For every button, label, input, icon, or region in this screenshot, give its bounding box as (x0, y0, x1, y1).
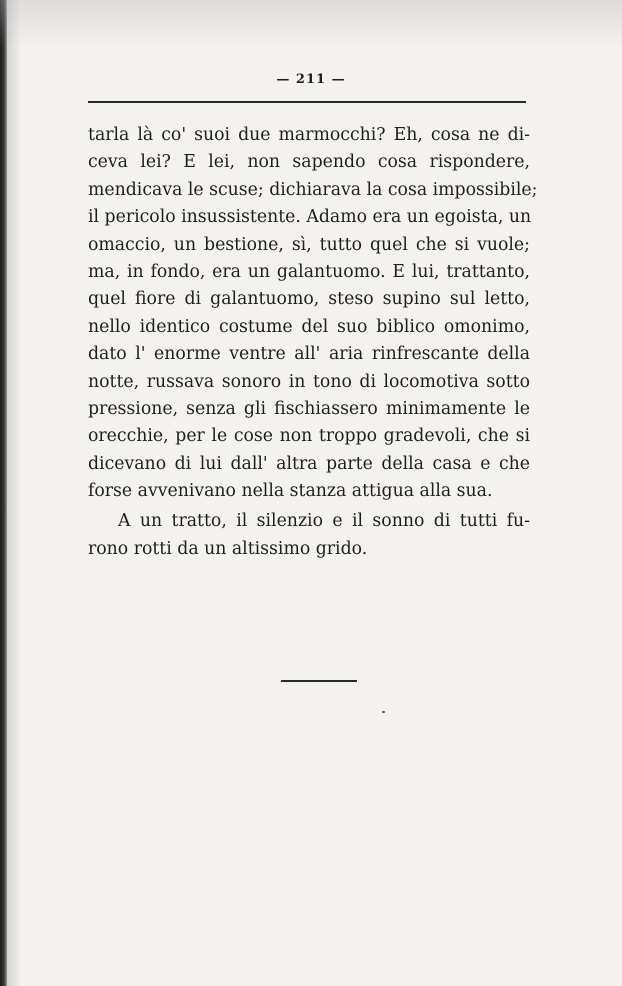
text-line: dicevano di lui dall' altra parte della casa e che (88, 453, 530, 474)
page-number: — 211 — (276, 72, 346, 87)
text-line: mendicava le scuse; dichiarava la cosa impossibile; (88, 179, 538, 200)
text-line: il pericolo insussistente. Adamo era un egoista, un (88, 207, 532, 228)
book-spine-edge (0, 0, 7, 986)
gutter-shadow (7, 0, 21, 986)
text-line: A un tratto, il silenzio e il sonno di tutti fu- (118, 511, 530, 532)
text-line: nello identico costume del suo biblico omonimo, (88, 316, 530, 337)
body-text (88, 122, 538, 563)
paragraph (88, 508, 530, 563)
chapter-end-rule (281, 680, 357, 682)
text-line: tarla là co' suoi due marmocchi? Eh, cosa ne di- (88, 125, 530, 145)
text-line: pressione, senza gli fischiassero minimamente le (88, 398, 530, 419)
text-line: orecchie, per le cose non troppo gradevoli, che si (88, 426, 530, 447)
paragraph (88, 122, 538, 505)
header-rule (88, 101, 526, 103)
text-line: ceva lei? E lei, non sapendo cosa rispondere, (88, 152, 530, 173)
text-line: notte, russava sonoro in tono di locomotiva sotto (88, 371, 530, 392)
text-line: forse avvenivano nella stanza attigua alla sua. (88, 481, 493, 502)
scan-speck (382, 711, 385, 713)
text-line: rono rotti da un altissimo grido. (88, 538, 368, 559)
scan-top-noise (0, 0, 622, 48)
text-line: ma, in fondo, era un galantuomo. E lui, trattanto, (88, 261, 530, 282)
text-line: quel fiore di galantuomo, steso supino sul letto, (88, 289, 530, 310)
text-line: omaccio, un bestione, sì, tutto quel che si vuole; (88, 234, 530, 255)
text-line: dato l' enorme ventre all' aria rinfrescante della (88, 344, 530, 365)
